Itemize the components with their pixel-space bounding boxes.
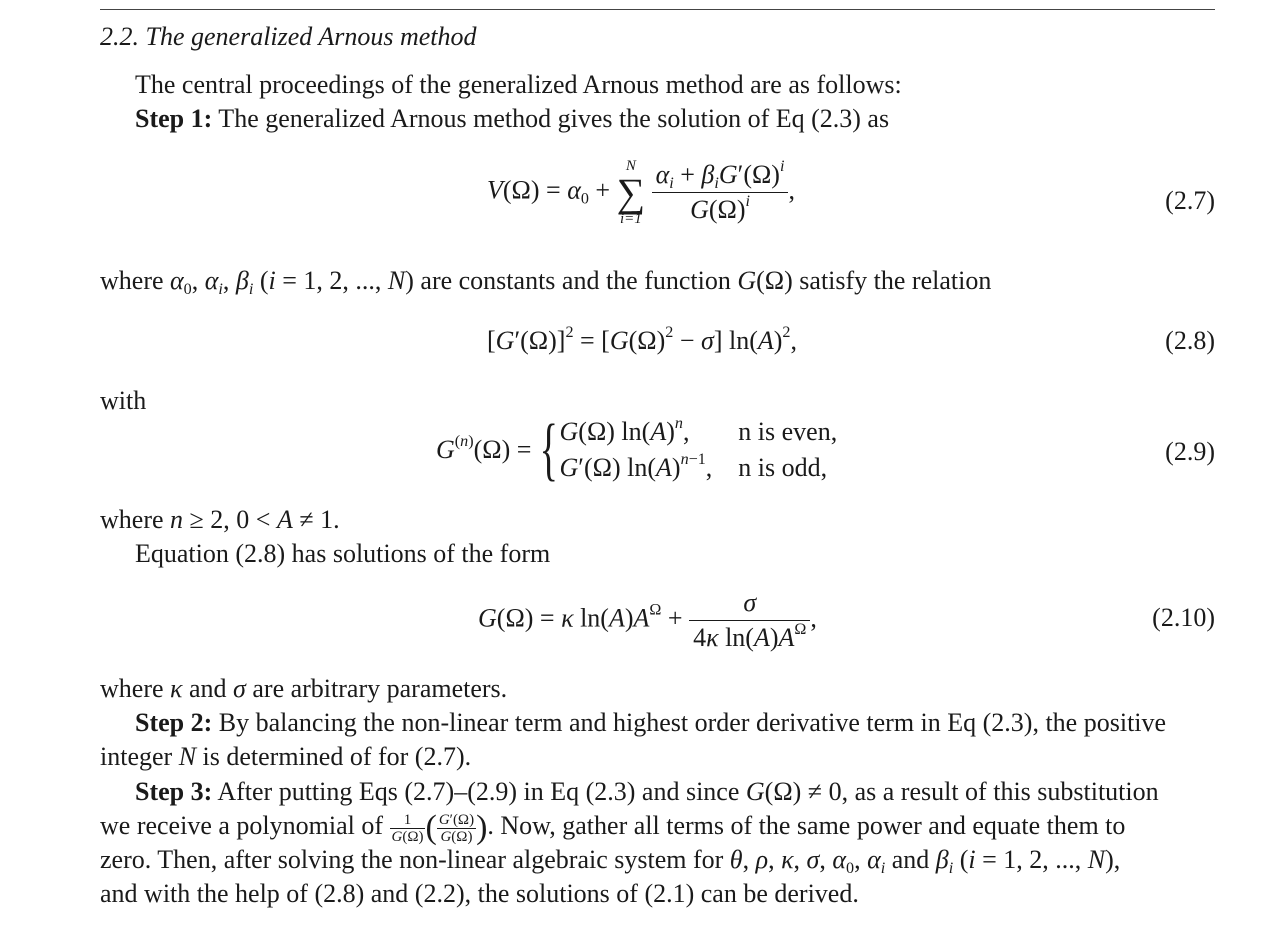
parameters-paragraph: where κ and σ are arbitrary parameters. — [100, 674, 508, 703]
equation-2-8: $[G'(\Omega)]^2 = [G(\Omega)^2 - \sigma]$ $\ln(A)^2$, — [487, 323, 797, 355]
top-rule — [100, 9, 1215, 10]
step3-paragraph: Step 3: After putting Eqs (2.7)–(2.9) in Eq (2.3) and since G(Ω) ≠ 0, as a result of this substitution — [135, 777, 1159, 806]
constants-paragraph: where $\alpha_0$, $\alpha_i$, $\beta_i$ (i = 1, 2, ..., N) are constants and the function G(Ω) satisfy the relation — [100, 266, 992, 298]
conditions-paragraph: where n ≥ 2, 0 < A ≠ 1. — [100, 505, 340, 534]
equation-number-2-9: (2.9) — [1165, 437, 1215, 466]
case-even: n is even, — [738, 417, 838, 446]
step3-line-2: we receive a polynomial of $\frac{1}{G(\Omega)}$ ( $\frac{G'(\Omega)}{G(\Omega)}$ ). Now, gather all terms of the same power and equate them to — [100, 809, 1126, 847]
equation-number-2-8: (2.8) — [1165, 326, 1215, 355]
step3-line-4: and with the help of (2.8) and (2.2), the solutions of (2.1) can be derived. — [100, 879, 859, 908]
case-odd: n is odd, — [738, 453, 828, 482]
step3-label: Step 3: — [135, 777, 213, 806]
equation-2-7: $V(\Omega) = \alpha_0$ + N ∑ i=1 $\frac{\alpha_i + \beta_iG'(\Omega)^i}{G(\Omega)^i}$ , — [487, 157, 795, 227]
with-text: with — [100, 386, 147, 415]
step1-paragraph: Step 1: The generalized Arnous method gives the solution of Eq (2.3) as — [135, 104, 890, 133]
step3-line-3: zero. Then, after solving the non-linear algebraic system for θ, ρ, κ, σ, $\alpha_0$, $\alpha_i$ and $\beta_i$ (i = 1, 2, ..., N), — [100, 845, 1121, 877]
step1-label: Step 1: — [135, 104, 213, 133]
equation-number-2-10: (2.10) — [1152, 603, 1215, 632]
intro-paragraph: The central proceedings of the generalized Arnous method are as follows: — [135, 70, 902, 99]
section-heading: 2.2. The generalized Arnous method — [100, 22, 477, 51]
equation-2-10: G(Ω) = κ $\ln(A)A^\Omega$ + $\frac{\sigma}{4\kappa \ln(A)A^\Omega}$ , — [478, 588, 817, 652]
step2-paragraph: Step 2: By balancing the non-linear term and highest order derivative term in Eq (2.3), the positive — [135, 708, 1167, 737]
equation-2-9: $G^{(n)}(\Omega)$ = { G(Ω) $\ln(A)^n$, n is even, G′(Ω) $\ln(A)^{n-1}$, n is odd, — [436, 411, 838, 488]
solutions-paragraph: Equation (2.8) has solutions of the form — [135, 539, 551, 568]
equation-number-2-7: (2.7) — [1165, 186, 1215, 215]
step2-continuation: integer N is determined of for (2.7). — [100, 742, 472, 771]
step2-label: Step 2: — [135, 708, 213, 737]
